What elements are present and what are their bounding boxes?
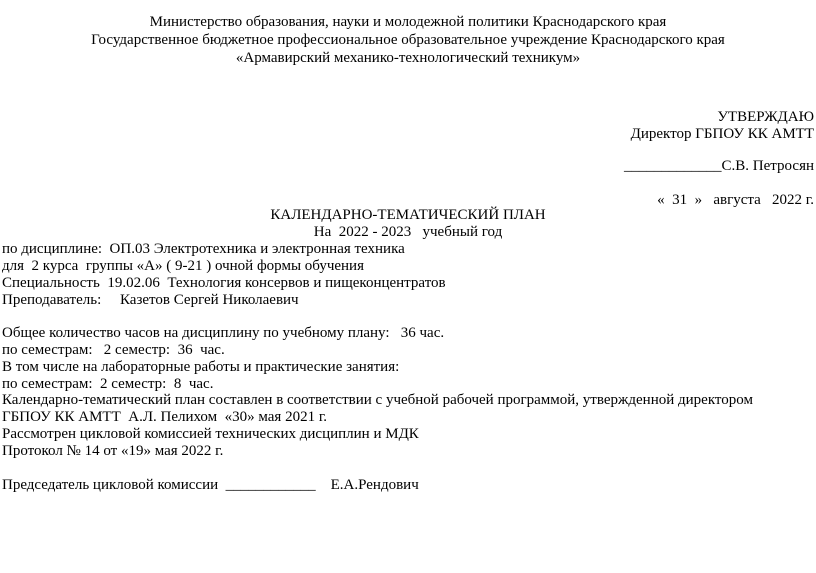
approval-signature: _____________С.В. Петросян (624, 158, 814, 174)
protocol-line: Протокол № 14 от «19» мая 2022 г. (2, 443, 224, 459)
semesters-total-line: по семестрам: 2 семестр: 36 час. (2, 342, 225, 358)
compiled-line-1: Календарно-тематический план составлен в соответствии с учебной рабочей программой, утвержденной директором (2, 392, 753, 408)
specialty-line: Специальность 19.02.06 Технология консервов и пищеконцентратов (2, 275, 446, 291)
chairman-line: Председатель цикловой комиссии ____________ Е.А.Рендович (2, 477, 419, 493)
course-line: для 2 курса группы «А» ( 9-21 ) очной формы обучения (2, 258, 364, 274)
teacher-line: Преподаватель: Казетов Сергей Николаевич (2, 292, 299, 308)
document-title: КАЛЕНДАРНО-ТЕМАТИЧЕСКИЙ ПЛАН (270, 207, 546, 223)
total-hours-line: Общее количество часов на дисциплину по учебному плану: 36 час. (2, 325, 445, 341)
discipline-line: по дисциплине: ОП.03 Электротехника и электронная техника (2, 241, 405, 257)
approval-date: « 31 » августа 2022 г. (657, 192, 814, 208)
lab-intro-line: В том числе на лабораторные работы и практические занятия: (2, 359, 400, 375)
semesters-lab-line: по семестрам: 2 семестр: 8 час. (2, 376, 214, 392)
institution-line: Государственное бюджетное профессиональное образовательное учреждение Краснодарского края (91, 32, 725, 48)
compiled-line-2: ГБПОУ КК АМТТ А.Л. Пелихом «30» мая 2021 г. (2, 409, 328, 425)
approval-heading: УТВЕРЖДАЮ (717, 109, 814, 125)
academic-year: На 2022 - 2023 учебный год (313, 224, 503, 240)
approval-position: Директор ГБПОУ КК АМТТ (630, 126, 814, 142)
reviewed-line: Рассмотрен цикловой комиссией технических дисциплин и МДК (2, 426, 419, 442)
ministry-line: Министерство образования, науки и молодежной политики Краснодарского края (149, 14, 667, 30)
college-line: «Армавирский механико-технологический техникум» (235, 50, 581, 66)
